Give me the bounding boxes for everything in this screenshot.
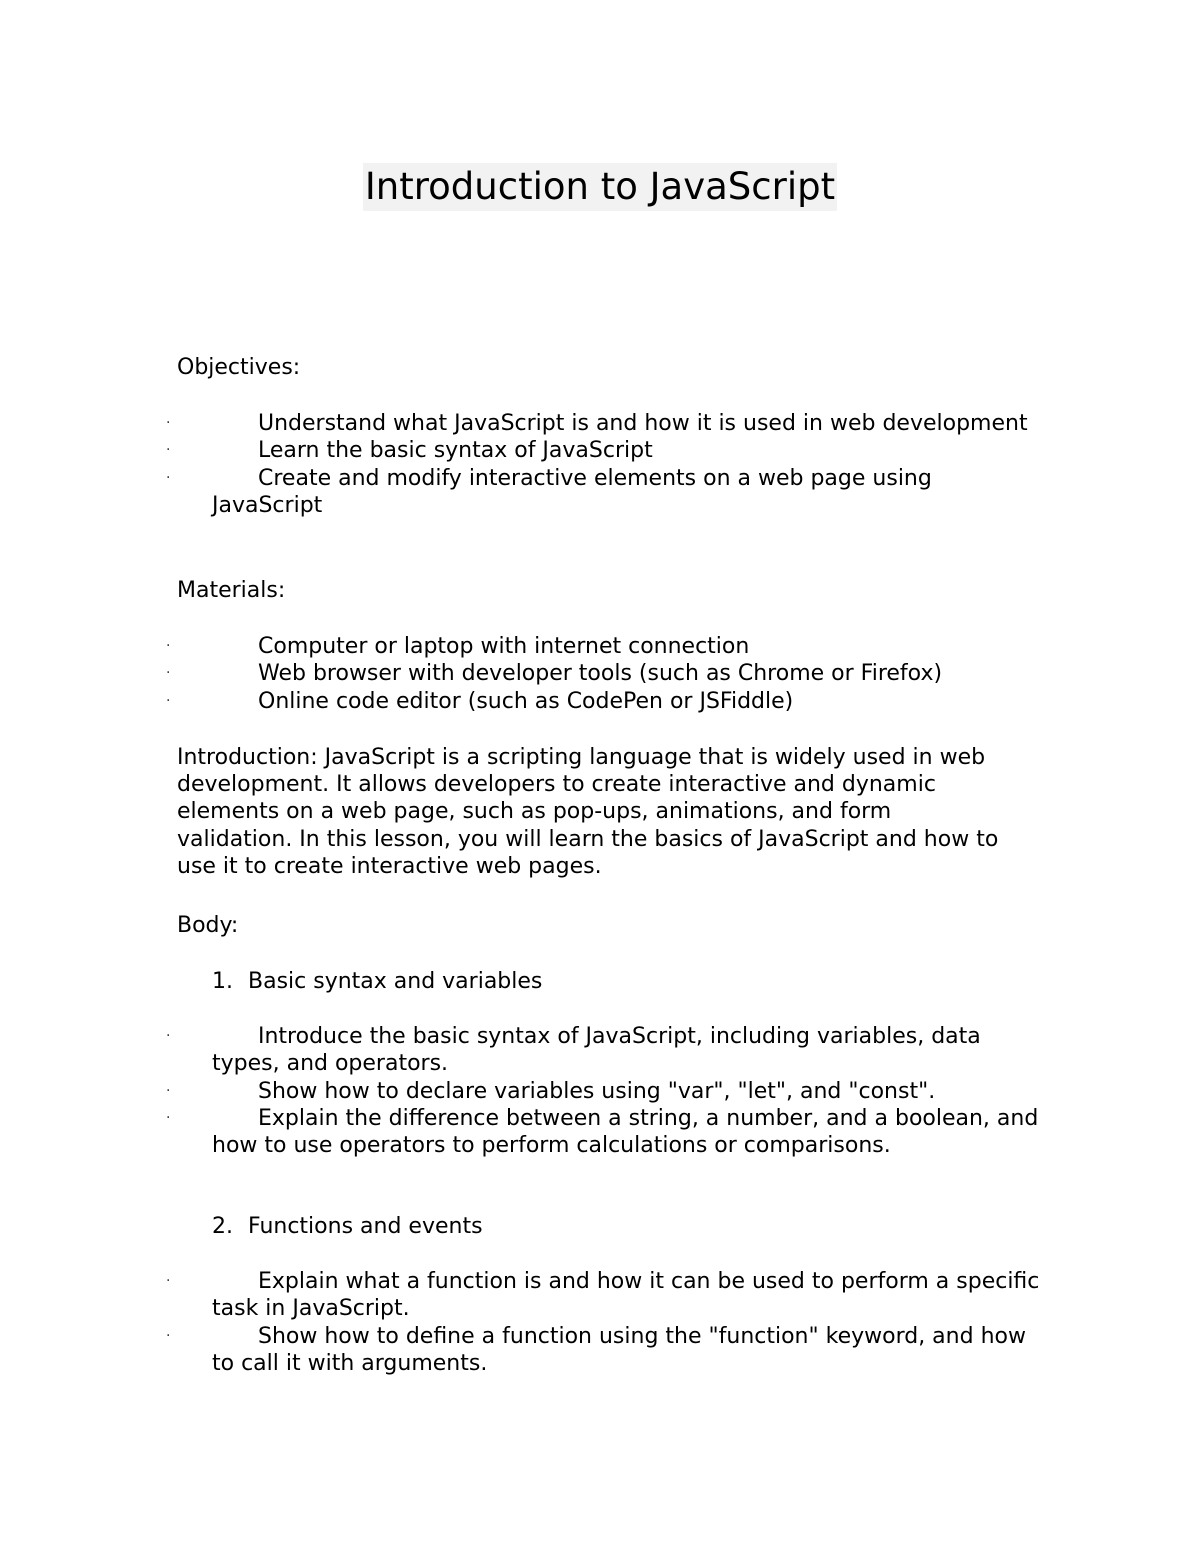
bullet-icon: · — [166, 415, 171, 431]
basic-syntax-list — [166, 1023, 1042, 1159]
bullet-icon: · — [166, 1082, 171, 1099]
introduction-paragraph: Introduction: JavaScript is a scripting language that is widely used in web development. It allows developers to create interactive and dynamic elements on a web page, such as pop-ups, animations, and form validation. In this lesson, you will learn the basics of JavaScript and how to use it to create interactive web pages. — [177, 745, 999, 879]
list-item — [166, 1078, 1042, 1105]
section-heading-basic-syntax — [212, 968, 542, 995]
objectives-list — [166, 410, 1042, 519]
bullet-icon: · — [166, 442, 171, 459]
list-item-text: Understand what JavaScript is and how it is used in web development — [258, 411, 1028, 436]
title-container — [0, 163, 1200, 211]
section-heading-functions — [212, 1213, 483, 1240]
list-item-text: Show how to define a function using the "function" keyword, and how to call it with arguments. — [212, 1323, 1026, 1376]
list-item — [166, 688, 1042, 715]
bullet-icon: · — [166, 1327, 171, 1344]
list-item — [166, 1023, 1042, 1078]
list-item-text: Explain the difference between a string, a number, and a boolean, and how to use operators to perform calculations or comparisons. — [212, 1105, 1039, 1159]
list-item — [166, 437, 1042, 464]
body-heading: Body: — [177, 913, 239, 938]
document-title: Introduction to JavaScript — [363, 163, 837, 211]
list-item-text: Web browser with developer tools (such as Chrome or Firefox) — [258, 661, 943, 687]
bullet-icon: · — [166, 1028, 171, 1044]
list-item-text: Show how to declare variables using "var", "let", and "const". — [258, 1078, 936, 1104]
list-item — [166, 1105, 1042, 1160]
bullet-icon: · — [166, 692, 171, 709]
functions-list — [166, 1268, 1042, 1377]
bullet-icon: · — [166, 665, 171, 682]
list-item-text: Computer or laptop with internet connection — [258, 634, 750, 659]
objectives-heading: Objectives: — [177, 355, 301, 380]
list-item-text: Online code editor (such as CodePen or JSFiddle) — [258, 688, 794, 714]
bullet-icon: · — [166, 1109, 171, 1126]
list-item-text: Learn the basic syntax of JavaScript — [258, 438, 653, 464]
list-item-text: Create and modify interactive elements on a web page using JavaScript — [212, 465, 932, 518]
materials-heading: Materials: — [177, 578, 286, 603]
section-number: 2. — [212, 1214, 233, 1239]
list-item — [166, 465, 1042, 520]
list-item — [166, 410, 1042, 437]
section-title: Basic syntax and variables — [248, 969, 543, 994]
list-item — [166, 1268, 1042, 1323]
bullet-icon: · — [166, 1273, 171, 1289]
list-item-text: Introduce the basic syntax of JavaScript, including variables, data types, and operators. — [212, 1024, 981, 1077]
list-item-text: Explain what a function is and how it can be used to perform a specific task in JavaScript. — [212, 1269, 1040, 1322]
bullet-icon: · — [166, 469, 171, 486]
section-title: Functions and events — [248, 1214, 483, 1239]
bullet-icon: · — [166, 638, 171, 654]
list-item — [166, 1323, 1042, 1378]
materials-list — [166, 633, 1042, 715]
section-number: 1. — [212, 969, 233, 994]
list-item — [166, 633, 1042, 660]
list-item — [166, 660, 1042, 687]
